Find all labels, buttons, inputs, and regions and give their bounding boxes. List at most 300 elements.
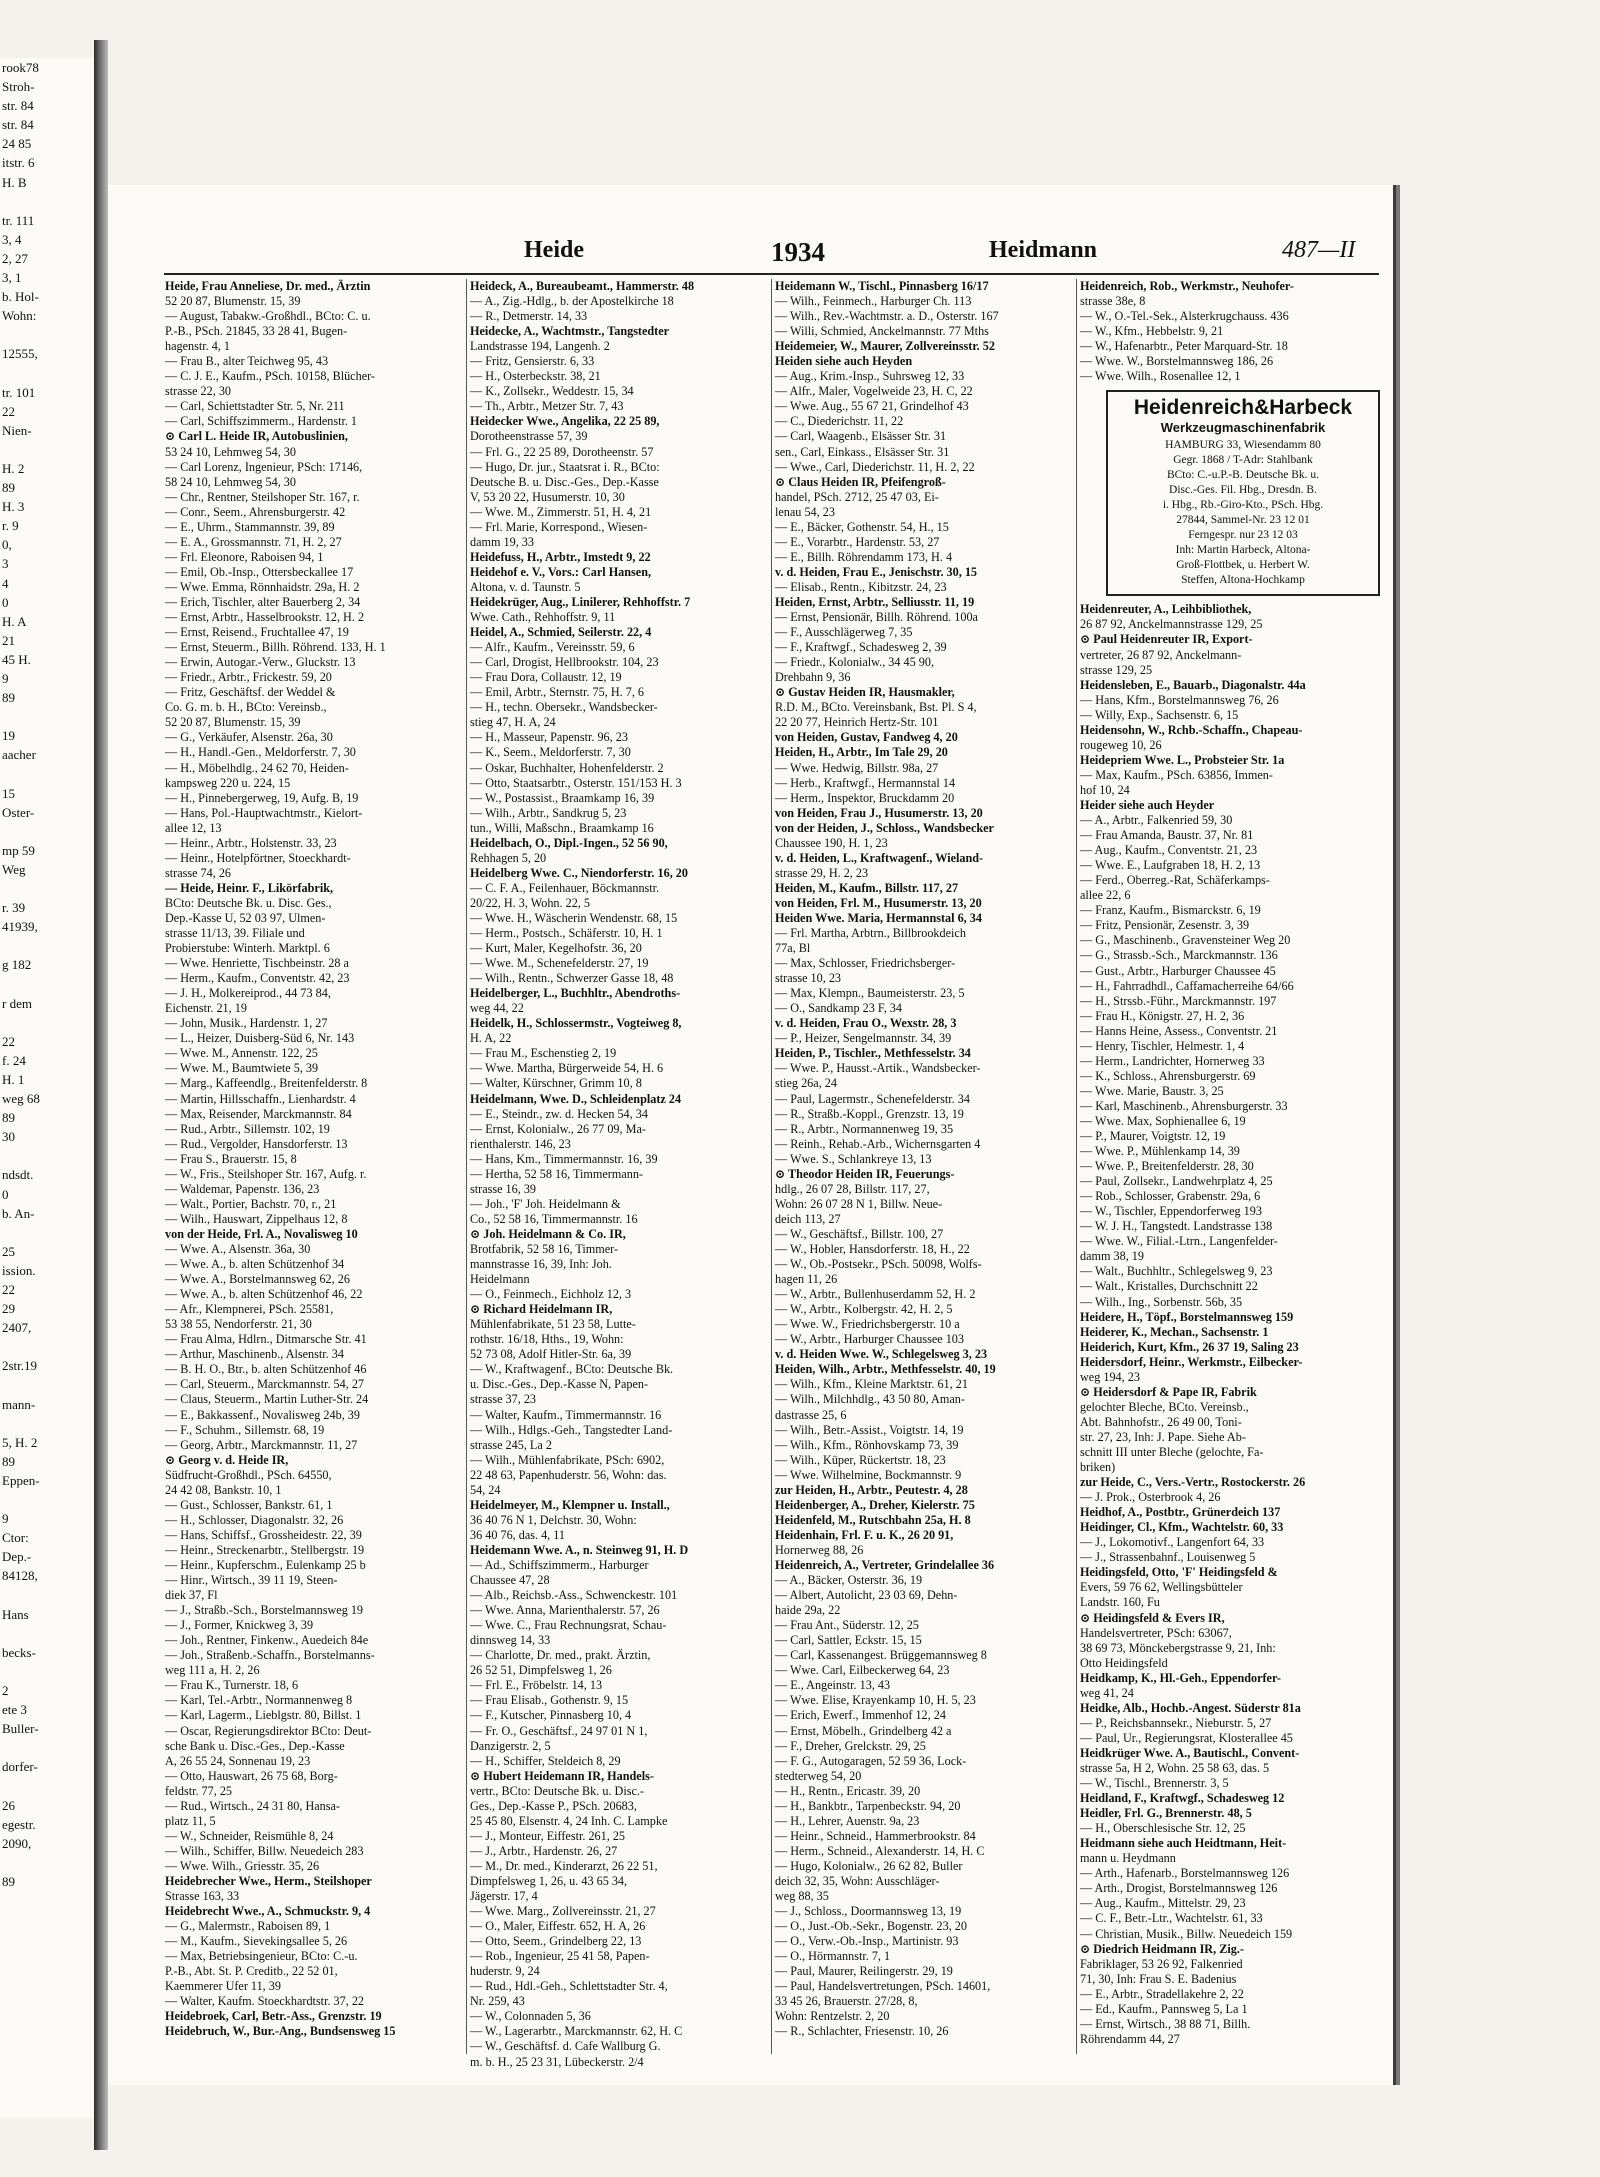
directory-entry-line: — P., Reichsbannsekr., Nieburstr. 5, 27 — [1080, 1715, 1272, 1730]
directory-entry-line: — Wilh., Ing., Sorbenstr. 56b, 35 — [1080, 1294, 1243, 1309]
directory-entry-line: stieg 26a, 24 — [775, 1076, 837, 1091]
directory-entry-line: Strasse 163, 33 — [165, 1889, 240, 1904]
left-fragment-line: becks- — [2, 1644, 36, 1660]
directory-entry-line: — Paul, Handelsvertretungen, PSch. 14601, — [775, 1979, 991, 1994]
directory-entry-line: — Wwe. P., Mühlenkamp 14, 39 — [1080, 1144, 1240, 1159]
left-fragment-line: rook78 — [2, 60, 39, 75]
directory-entry-heading: Heidefuss, H., Arbtr., Imstedt 9, 22 — [470, 549, 651, 564]
directory-entry-line: — F. G., Autogaragen, 52 59 36, Lock- — [775, 1753, 967, 1768]
left-fragment-line: H. 1 — [2, 1071, 25, 1087]
directory-entry-line: — Max, Schlosser, Friedrichsberger- — [775, 956, 956, 971]
directory-entry-line: — J., Arbtr., Hardenstr. 26, 27 — [470, 1843, 618, 1858]
directory-entry-line: Heidelmann — [470, 1272, 530, 1287]
directory-entry-line: schnitt III unter Bleche (gelochte, Fa- — [1080, 1445, 1264, 1459]
directory-entry-line: — O., Just.-Ob.-Sekr., Bogenstr. 23, 20 — [775, 1919, 967, 1934]
directory-entry-heading: Heidkrüger Wwe. A., Bautischl., Convent- — [1080, 1745, 1300, 1760]
directory-entry-line: weg 194, 23 — [1080, 1369, 1140, 1384]
directory-entry-line: — Ad., Schiffszimmerm., Harburger — [470, 1557, 649, 1572]
left-fragment-line: 21 — [2, 632, 15, 648]
directory-entry-line: 58 24 10, Lehmweg 54, 30 — [165, 474, 296, 489]
directory-entry-line: — A., Arbtr., Falkenried 59, 30 — [1080, 813, 1233, 828]
directory-entry-line: — Albert, Autolicht, 23 03 69, Dehn- — [775, 1588, 958, 1603]
directory-entry-heading: v. d. Heiden, L., Kraftwagenf., Wieland- — [775, 850, 984, 865]
directory-entry-line: — Walt., Portier, Bachstr. 70, r., 21 — [165, 1196, 337, 1211]
directory-entry-line: — W., Schneider, Reismühle 8, 24 — [165, 1828, 334, 1843]
directory-entry-line: Wohn: Rentzelstr. 2, 20 — [775, 2009, 890, 2024]
directory-entry-line: — E., Vorarbtr., Hardenstr. 53, 27 — [775, 534, 940, 549]
advertisement-line: HAMBURG 33, Wiesendamm 80 — [1165, 439, 1321, 452]
directory-entry-line: strasse 29, H. 2, 23 — [775, 865, 869, 880]
directory-entry-line: — Walter, Kaufm., Timmermannstr. 16 — [470, 1407, 662, 1422]
directory-entry-line: — Wilh., Kfm., Rönhovskamp 73, 39 — [775, 1437, 959, 1452]
left-fragment-line: 45 H. — [2, 651, 31, 667]
directory-entry-line: 54, 24 — [470, 1482, 501, 1497]
advertisement-line: Gegr. 1868 / T-Adr: Stahlbank — [1173, 454, 1313, 467]
directory-entry-line: damm 38, 19 — [1080, 1249, 1144, 1264]
advertisement-line: Steffen, Altona-Hochkamp — [1181, 574, 1305, 587]
directory-entry-line: — Wwe. A., b. alten Schützenhof 34 — [165, 1257, 345, 1272]
book-gutter — [94, 40, 108, 2150]
left-fragment-line: 4 — [2, 575, 9, 591]
directory-entry-line: — E., Uhrm., Stammannstr. 39, 89 — [165, 519, 335, 534]
directory-entry-line: 71, 30, Inh: Frau S. E. Badenius — [1080, 1971, 1237, 1986]
directory-entry-line: — W., Hafenarbtr., Peter Marquard-Str. 18 — [1080, 339, 1288, 354]
directory-entry-heading: zur Heiden, H., Arbtr., Peutestr. 4, 28 — [775, 1482, 968, 1497]
directory-entry-line: — Wwe. Wilhelmine, Bockmannstr. 9 — [775, 1467, 962, 1482]
left-fragment-line — [0, 1624, 94, 1643]
directory-entry-line: — Hugo, Kolonialw., 26 62 82, Buller — [775, 1858, 963, 1873]
directory-entry-line: — Fritz, Gensierstr. 6, 33 — [470, 354, 595, 369]
directory-entry-line: weg 44, 22 — [470, 1001, 524, 1016]
directory-entry-heading: Heidere, H., Töpf., Borstelmannsweg 159 — [1080, 1309, 1294, 1324]
directory-entry-line: — Heinr., Arbtr., Holstenstr. 33, 23 — [165, 835, 337, 850]
directory-entry-line: — Frau Dora, Collaustr. 12, 19 — [470, 670, 622, 685]
directory-entry-heading: ⊙ Richard Heidelmann IR, — [470, 1302, 613, 1317]
directory-entry-line: — Wwe. W., Filial.-Ltrn., Langenfelder- — [1080, 1234, 1278, 1249]
directory-entry-line: — Franz, Kaufm., Bismarckstr. 6, 19 — [1080, 903, 1261, 918]
directory-entry-line: — Walt., Buchhltr., Schlegelsweg 9, 23 — [1080, 1264, 1273, 1279]
directory-entry-line: Röhrendamm 44, 27 — [1080, 2031, 1180, 2046]
directory-entry-line: — Wilh., Küper, Rückertstr. 18, 23 — [775, 1452, 946, 1467]
left-fragment-line: Nien- — [2, 422, 32, 438]
directory-entry-heading: von der Heide, Frl. A., Novalisweg 10 — [165, 1226, 358, 1241]
left-fragment-line — [0, 822, 94, 841]
directory-entry-line: — Wwe. Max, Sophienallee 6, 19 — [1080, 1113, 1246, 1128]
directory-entry-line: strasse 5a, H 2, Wohn. 25 58 63, das. 5 — [1080, 1760, 1270, 1775]
left-fragment-line: H. A — [2, 613, 27, 629]
directory-entry-line: — W., Hobler, Hansdorferstr. 18, H., 22 — [775, 1242, 970, 1256]
directory-entry-line: — Afr., Klempnerei, PSch. 25581, — [165, 1302, 334, 1317]
directory-entry-heading: — Heide, Heinr. F., Likörfabrik, — [165, 880, 334, 895]
directory-entry-line: 36 40 76 N 1, Delchstr. 30, Wohn: — [470, 1512, 637, 1527]
advertisement-box — [1106, 390, 1380, 596]
directory-column-2 — [470, 279, 766, 2069]
directory-entry-line: — Ernst, Kolonialw., 26 77 09, Ma- — [470, 1121, 646, 1136]
directory-entry-line: — H., Schlosser, Diagonalstr. 32, 26 — [165, 1512, 344, 1527]
directory-entry-line: allee 12, 13 — [165, 820, 222, 835]
left-fragment-line: ete 3 — [2, 1702, 27, 1718]
left-page-text — [0, 58, 94, 1891]
directory-entry-line: — Erich, Ewerf., Immenhof 12, 24 — [775, 1708, 946, 1723]
directory-entry-line: — Ernst, Wirtsch., 38 88 71, Billh. — [1080, 2016, 1251, 2031]
directory-entry-line: — E. A., Grossmannstr. 71, H. 2, 27 — [165, 534, 342, 549]
directory-entry-line: — O., Maler, Eiffestr. 652, H. A, 26 — [470, 1919, 646, 1934]
directory-entry-line: V, 53 20 22, Husumerstr. 10, 30 — [470, 489, 625, 504]
directory-entry-heading: Heidelmann, Wwe. D., Schleidenplatz 24 — [470, 1091, 682, 1106]
left-fragment-line: 30 — [2, 1129, 15, 1145]
left-fragment-line: 89 — [2, 690, 15, 706]
left-fragment-line: b. An- — [2, 1205, 35, 1221]
directory-entry-heading: Heidler, Frl. G., Brennerstr. 48, 5 — [1080, 1806, 1252, 1821]
directory-entry-line: — Herm., Landrichter, Hornerweg 33 — [1080, 1053, 1265, 1068]
directory-entry-heading: Heidkamp, K., Hl.-Geh., Eppendorfer- — [1080, 1670, 1281, 1685]
directory-entry-heading: Heidke, Alb., Hochb.-Angest. Süderstr 81a — [1080, 1700, 1301, 1715]
directory-entry-line: — Charlotte, Dr. med., prakt. Ärztin, — [470, 1648, 651, 1663]
left-fragment-line: Stroh- — [2, 79, 35, 95]
directory-entry-line: — Wwe. W., Friedrichsbergerstr. 10 a — [775, 1317, 960, 1332]
directory-entry-line: — Rud., Vergolder, Hansdorferstr. 13 — [165, 1136, 348, 1151]
left-fragment-line: str. 84 — [2, 117, 34, 133]
directory-entry-line: — C. F. A., Feilenhauer, Böckmannstr. — [470, 880, 660, 895]
left-fragment-line — [0, 1853, 94, 1872]
directory-entry-line: — Frl. G., 22 25 89, Dorotheenstr. 57 — [470, 444, 654, 459]
directory-entry-heading: Heidensleben, E., Bauarb., Diagonalstr. 44a — [1080, 677, 1306, 692]
directory-entry-heading: Heidenfeld, M., Rutschbahn 25a, H. 8 — [775, 1512, 971, 1527]
directory-entry-line: — H., techn. Obersekr., Wandsbecker- — [470, 700, 658, 715]
left-fragment-line: f. 24 — [2, 1052, 26, 1068]
header-rule — [164, 273, 1379, 275]
directory-entry-line: — Wwe. A., b. alten Schützenhof 46, 22 — [165, 1287, 363, 1302]
directory-entry-line: — P., Heizer, Sengelmannstr. 34, 39 — [775, 1031, 952, 1046]
directory-entry-line: — Joh., Straßenb.-Schaffn., Borstelmanns- — [165, 1648, 375, 1663]
directory-entry-line: — Joh., Rentner, Finkenw., Auedeich 84e — [165, 1633, 369, 1648]
directory-entry-line: — Rud., Hdl.-Geh., Schlettstadter Str. 4, — [470, 1979, 668, 1994]
directory-entry-line: — R., Straßb.-Koppl., Grenzstr. 13, 19 — [775, 1106, 964, 1121]
directory-entry-line: — Erich, Tischler, alter Bauerberg 2, 34 — [165, 594, 361, 609]
directory-entry-line: — Hanns Heine, Assess., Conventstr. 21 — [1080, 1023, 1278, 1038]
directory-entry-line: — W., Kfm., Hebbelstr. 9, 21 — [1080, 324, 1224, 339]
directory-entry-heading: Heiden, H., Arbtr., Im Tale 29, 20 — [775, 745, 948, 760]
directory-entry-heading: von Heiden, Frl. M., Husumerstr. 13, 20 — [775, 895, 982, 910]
directory-entry-line: — Wwe. H., Wäscherin Wendenstr. 68, 15 — [470, 910, 678, 925]
directory-entry-line: — Conr., Seem., Ahrensburgerstr. 42 — [165, 504, 346, 519]
advertisement-line: 27844, Sammel-Nr. 23 12 01 — [1176, 514, 1310, 527]
directory-entry-line: — W., Kraftwagenf., BCto: Deutsche Bk. — [470, 1362, 674, 1377]
left-fragment-line: ndsdt. — [2, 1167, 34, 1183]
directory-entry-heading: Heidelberg Wwe. C., Niendorferstr. 16, 20 — [470, 865, 688, 880]
directory-entry-line: — Wwe. Carl, Eilbeckerweg 64, 23 — [775, 1663, 950, 1678]
directory-entry-heading: Heiden Wwe. Maria, Hermannstal 6, 34 — [775, 910, 982, 925]
directory-entry-heading: ⊙ Carl L. Heide IR, Autobuslinien, — [165, 429, 348, 444]
directory-entry-line: 20/22, H. 3, Wohn. 22, 5 — [470, 895, 590, 910]
directory-entry-line: — W., Colonnaden 5, 36 — [470, 2009, 591, 2024]
directory-entry-line: strasse 245, La 2 — [470, 1437, 552, 1452]
directory-entry-heading: Heidelberger, L., Buchhltr., Abendroths- — [470, 986, 681, 1001]
directory-entry-line: — W. J. H., Tangstedt. Landstrasse 138 — [1080, 1219, 1273, 1234]
directory-entry-line: — Ernst, Steuerm., Billh. Röhrend. 133, H. 1 — [165, 640, 386, 655]
directory-entry-line: — Frau Elisab., Gothenstr. 9, 15 — [470, 1693, 629, 1708]
directory-entry-line: strasse 11/13, 39. Filiale und — [165, 926, 305, 941]
directory-entry-line: — Wilh., Rentn., Schwerzer Gasse 18, 48 — [470, 971, 674, 986]
directory-entry-line: — O., Sandkamp 23 F, 34 — [775, 1001, 902, 1016]
directory-entry-heading: ⊙ Heidingsfeld & Evers IR, — [1080, 1610, 1225, 1625]
directory-entry-heading: Heidersdorf, Heinr., Werkmstr., Eilbecker- — [1080, 1354, 1303, 1369]
directory-entry-line: u. Disc.-Ges., Dep.-Kasse N, Papen- — [470, 1377, 649, 1392]
directory-entry-heading: Heidecker Wwe., Angelika, 22 25 89, — [470, 414, 660, 429]
left-fragment-line: Oster- — [2, 804, 35, 820]
directory-entry-line: — J. Prok., Osterbrook 4, 26 — [1080, 1490, 1221, 1505]
directory-entry-line: 36 40 76, das. 4, 11 — [470, 1527, 566, 1542]
directory-entry-line: — W., Arbtr., Harburger Chaussee 103 — [775, 1332, 964, 1347]
directory-entry-heading: Heidenreuter, A., Leihbibliothek, — [1080, 602, 1252, 617]
directory-entry-line: Dorotheenstrasse 57, 39 — [470, 429, 588, 444]
directory-entry-line: — Th., Arbtr., Metzer Str. 7, 43 — [470, 399, 624, 414]
left-fragment-line: Eppen- — [2, 1472, 40, 1488]
left-fragment-line: r. 39 — [2, 900, 26, 916]
directory-entry-line: — Wwe. P., Hausst.-Artik., Wandsbecker- — [775, 1061, 981, 1076]
directory-entry-line: — Hans, Schiffsf., Grossheidestr. 22, 39 — [165, 1527, 362, 1542]
directory-entry-line: — Erwin, Autogar.-Verw., Gluckstr. 13 — [165, 655, 356, 670]
directory-entry-line: Nr. 259, 43 — [470, 1994, 525, 2009]
left-fragment-line: r dem — [2, 995, 32, 1011]
left-fragment-line: 0 — [2, 594, 9, 610]
directory-entry-line: Probierstube: Winterh. Marktpl. 6 — [165, 941, 330, 956]
directory-entry-heading: Heidebrecht Wwe., A., Schmuckstr. 9, 4 — [165, 1904, 371, 1919]
directory-entry-line: — Arth., Hafenarb., Borstelmannsweg 126 — [1080, 1866, 1290, 1881]
directory-entry-line: weg 41, 24 — [1080, 1685, 1134, 1700]
directory-entry-line: — Wwe. E., Laufgraben 18, H. 2, 13 — [1080, 858, 1261, 873]
directory-entry-heading: Heidenberger, A., Dreher, Kielerstr. 75 — [775, 1497, 975, 1512]
directory-entry-line: 53 24 10, Lehmweg 54, 30 — [165, 444, 296, 459]
directory-entry-line: — C., Diederichstr. 11, 22 — [775, 414, 904, 429]
directory-entry-line: Drehbahn 9, 36 — [775, 670, 851, 685]
directory-entry-line: Fabriklager, 53 26 92, Falkenried — [1080, 1956, 1243, 1971]
directory-entry-line: — W., Tischler, Eppendorferweg 193 — [1080, 1204, 1262, 1219]
left-fragment-line: Ctor: — [2, 1530, 29, 1546]
directory-entry-line: Otto Heidingsfeld — [1080, 1655, 1168, 1670]
advertisement-line: i. Hbg., Rb.-Giro-Kto., PSch. Hbg. — [1162, 499, 1324, 512]
directory-entry-line: Wwe. Cath., Rehhoffstr. 9, 11 — [470, 610, 616, 625]
advertisement-line: Inh: Martin Harbeck, Altona- — [1175, 544, 1311, 557]
directory-entry-line: — Gust., Schlosser, Bankstr. 61, 1 — [165, 1497, 333, 1512]
directory-entry-line: — L., Heizer, Duisberg-Süd 6, Nr. 143 — [165, 1031, 355, 1046]
running-head-year: 1934 — [771, 237, 825, 267]
directory-entry-line: — Friedr., Arbtr., Frickestr. 59, 20 — [165, 670, 332, 685]
directory-entry-line: strasse 10, 23 — [775, 971, 842, 986]
directory-entry-line: — Wwe. A., Alsenstr. 36a, 30 — [165, 1242, 311, 1256]
directory-entry-line: — Herm., Kaufm., Conventstr. 42, 23 — [165, 971, 350, 986]
left-fragment-line: 9 — [2, 1511, 9, 1527]
directory-entry-line: — R., Schlachter, Friesenstr. 10, 26 — [775, 2024, 949, 2039]
directory-entry-line: — B. H. O., Btr., b. alten Schützenhof 46 — [165, 1362, 367, 1377]
running-head — [164, 237, 1384, 277]
directory-entry-line: platz 11, 5 — [165, 1813, 216, 1828]
directory-entry-heading: Heidebroek, Carl, Betr.-Ass., Grenzstr. 19 — [165, 2009, 382, 2024]
left-fragment-line: Dep.- — [2, 1549, 32, 1565]
left-fragment-line — [0, 707, 94, 726]
left-fragment-line: 15 — [2, 785, 15, 801]
directory-entry-line: Abt. Bahnhofstr., 26 49 00, Toni- — [1080, 1414, 1242, 1429]
directory-entry-line: deich 32, 35, Wohn: Ausschläger- — [775, 1873, 940, 1888]
directory-entry-line: 77a, Bl — [775, 941, 811, 956]
left-fragment-line: g 182 — [2, 957, 32, 973]
left-fragment-line: 19 — [2, 728, 15, 744]
directory-entry-line: — K., Zollsekr., Weddestr. 15, 34 — [470, 384, 634, 399]
directory-entry-line: — Paul, Lagermstr., Schenefelderstr. 34 — [775, 1091, 970, 1106]
directory-entry-line: — A., Bäcker, Osterstr. 36, 19 — [775, 1573, 923, 1588]
directory-entry-line: — W., Geschäftsf. d. Cafe Wallburg G. — [470, 2039, 661, 2054]
directory-entry-heading: v. d. Heiden, Frau O., Wexstr. 28, 3 — [775, 1016, 957, 1031]
directory-entry-line: — J., Strassenbahnf., Louisenweg 5 — [1080, 1550, 1256, 1565]
directory-entry-line: lenau 54, 23 — [775, 504, 835, 519]
left-fragment-line — [0, 1586, 94, 1605]
left-fragment-line: 26 — [2, 1797, 15, 1813]
directory-entry-line: Dep.-Kasse U, 52 03 97, Ulmen- — [165, 910, 326, 925]
directory-entry-line: Altona, v. d. Taunstr. 5 — [470, 579, 581, 594]
directory-entry-line: — Wwe. Emma, Rönnhaidstr. 29a, H. 2 — [165, 579, 360, 594]
directory-entry-line: 22 48 63, Papenhuderstr. 56, Wohn: das. — [470, 1467, 667, 1482]
left-fragment-line: aacher — [2, 747, 36, 763]
directory-entry-line: — G., Maschinenb., Gravensteiner Weg 20 — [1080, 933, 1291, 948]
directory-entry-line: — Alb., Reichsb.-Ass., Schwenckestr. 101 — [470, 1588, 678, 1603]
directory-entry-line: — Hans, Km., Timmermannstr. 16, 39 — [470, 1151, 658, 1166]
directory-entry-line: — Aug., Kaufm., Mittelstr. 29, 23 — [1080, 1896, 1246, 1911]
directory-entry-line: huderstr. 9, 24 — [470, 1964, 540, 1979]
directory-entry-heading: Heidensohn, W., Rchb.-Schaffn., Chapeau- — [1080, 722, 1303, 737]
directory-entry-heading: Heiden, Wilh., Arbtr., Methfesselstr. 40, 19 — [775, 1362, 996, 1377]
directory-entry-line: — Henry, Tischler, Helmestr. 1, 4 — [1080, 1038, 1245, 1053]
directory-entry-line: H. A, 22 — [470, 1031, 512, 1046]
directory-entry-line: sche Bank u. Disc.-Ges., Dep.-Kasse — [165, 1738, 345, 1753]
directory-entry-line: — Hans, Kfm., Borstelmannsweg 76, 26 — [1080, 692, 1279, 707]
directory-entry-line: — Fr. O., Geschäftsf., 24 97 01 N 1, — [470, 1723, 648, 1738]
left-fragment-line — [0, 325, 94, 344]
directory-entry-line: hdlg., 26 07 28, Billstr. 117, 27, — [775, 1181, 930, 1196]
directory-entry-line: — Wwe. Henriette, Tischbeinstr. 28 a — [165, 956, 349, 971]
directory-entry-line: — Wwe. Martha, Bürgerweide 54, H. 6 — [470, 1061, 664, 1076]
left-fragment-line: dorfer- — [2, 1759, 38, 1775]
directory-entry-line: — J., Former, Knickweg 3, 39 — [165, 1618, 314, 1633]
directory-entry-line: — Heinr., Schneid., Hammerbrookstr. 84 — [775, 1828, 976, 1843]
left-fragment-line — [0, 1776, 94, 1795]
directory-entry-line: 53 38 55, Nendorferstr. 21, 30 — [165, 1317, 312, 1332]
directory-entry-line: briken) — [1080, 1460, 1116, 1475]
directory-entry-line: — Wwe. Hedwig, Billstr. 98a, 27 — [775, 760, 939, 775]
left-fragment-line — [0, 879, 94, 898]
directory-entry-line: handel, PSch. 2712, 25 47 03, Ei- — [775, 489, 939, 504]
directory-entry-heading: Heiderer, K., Mechan., Sachsenstr. 1 — [1080, 1324, 1269, 1339]
left-fragment-line — [0, 1337, 94, 1356]
directory-entry-line: 26 52 51, Dimpfelsweg 1, 26 — [470, 1663, 612, 1678]
directory-entry-line: — W., Geschäftsf., Billstr. 100, 27 — [775, 1226, 944, 1241]
directory-entry-line: strasse 129, 25 — [1080, 662, 1153, 677]
left-fragment-line — [0, 440, 94, 459]
directory-entry-line: — Wilh., Hauswart, Zippelhaus 12, 8 — [165, 1211, 348, 1226]
directory-entry-line: — Wilh., Mühlenfabrikate, PSch: 6902, — [470, 1452, 665, 1467]
directory-entry-heading: zur Heide, C., Vers.-Vertr., Rostockerstr. 26 — [1080, 1475, 1306, 1490]
directory-entry-line: — Hans, Pol.-Hauptwachtmstr., Kielort- — [165, 805, 363, 820]
directory-entry-line: — Rud., Arbtr., Sillemstr. 102, 19 — [165, 1121, 330, 1136]
directory-entry-line: — Wwe. M., Zimmerstr. 51, H. 4, 21 — [470, 504, 652, 519]
directory-entry-line: — Claus, Steuerm., Martin Luther-Str. 24 — [165, 1392, 369, 1407]
directory-entry-line: — E., Steindr., zw. d. Hecken 54, 34 — [470, 1106, 648, 1121]
directory-entry-line: Landstr. 160, Fu — [1080, 1595, 1160, 1610]
directory-entry-line: strasse 38e, 8 — [1080, 294, 1146, 309]
directory-entry-line: — K., Seem., Meldorferstr. 7, 30 — [470, 745, 631, 760]
directory-entry-heading: ⊙ Heidersdorf & Pape IR, Fabrik — [1080, 1384, 1257, 1399]
left-fragment-line: 29 — [2, 1301, 15, 1317]
directory-entry-line: Co. G. m. b. H., BCto: Vereinsb., — [165, 700, 327, 715]
directory-entry-line: — W., Tischl., Brennerstr. 3, 5 — [1080, 1776, 1229, 1791]
directory-entry-line: — Paul, Zollsekr., Landwehrplatz 4, 25 — [1080, 1174, 1273, 1189]
directory-entry-line: — Aug., Kaufm., Conventstr. 21, 23 — [1080, 843, 1258, 858]
left-fragment-line: tr. 101 — [2, 384, 36, 400]
directory-entry-line: — G., Malermstr., Raboisen 89, 1 — [165, 1919, 331, 1934]
directory-entry-line: — Emil, Arbtr., Sternstr. 75, H. 7, 6 — [470, 685, 645, 700]
directory-entry-line: — O., Feinmech., Eichholz 12, 3 — [470, 1287, 632, 1302]
directory-entry-line: — Wwe. M., Annenstr. 122, 25 — [165, 1046, 318, 1061]
directory-entry-line: diek 37, Fl — [165, 1588, 218, 1603]
directory-entry-line: — Frl. Marie, Korrespond., Wiesen- — [470, 519, 648, 534]
directory-entry-line: — Wwe. P., Breitenfelderstr. 28, 30 — [1080, 1159, 1254, 1174]
directory-entry-line: — Frau Amanda, Baustr. 37, Nr. 81 — [1080, 828, 1254, 843]
directory-entry-line: Danzigerstr. 2, 5 — [470, 1738, 551, 1753]
directory-entry-heading: v. d. Heiden Wwe. W., Schlegelsweg 3, 23 — [775, 1347, 988, 1362]
directory-entry-line: — E., Angeinstr. 13, 43 — [775, 1678, 891, 1693]
directory-entry-line: 22 20 77, Heinrich Hertz-Str. 101 — [775, 715, 939, 730]
directory-entry-line: — E., Bäcker, Gothenstr. 54, H., 15 — [775, 519, 949, 534]
left-fragment-line: 2090, — [2, 1835, 32, 1851]
directory-entry-line: — Alfr., Maler, Vogelweide 23, H. C, 22 — [775, 384, 973, 399]
directory-entry-line: — J., Lokomotivf., Langenfort 64, 33 — [1080, 1535, 1265, 1550]
directory-entry-line: — Carl, Waagenb., Elsässer Str. 31 — [775, 429, 947, 444]
directory-entry-line: — Kurt, Maler, Kegelhofstr. 36, 20 — [470, 941, 642, 956]
directory-entry-line: strasse 16, 39 — [470, 1181, 537, 1196]
directory-entry-heading: Heidinger, Cl., Kfm., Wachtelstr. 60, 33 — [1080, 1520, 1284, 1535]
directory-entry-line: hagen 11, 26 — [775, 1272, 838, 1287]
directory-entry-line: Rehhagen 5, 20 — [470, 850, 547, 865]
directory-entry-line: strasse 74, 26 — [165, 865, 232, 880]
left-fragment-line: mann- — [2, 1396, 36, 1412]
directory-entry-line: mann u. Heydmann — [1080, 1851, 1176, 1866]
directory-entry-line: — Walter, Kürschner, Grimm 10, 8 — [470, 1076, 642, 1091]
directory-entry-line: — Paul, Ur., Regierungsrat, Klosterallee 45 — [1080, 1730, 1293, 1745]
left-fragment-line: 89 — [2, 1453, 15, 1469]
directory-entry-line: — Marg., Kaffeendlg., Breitenfelderstr. 8 — [165, 1076, 368, 1091]
directory-entry-line: — Ernst, Möbelh., Grindelberg 42 a — [775, 1723, 952, 1738]
directory-entry-line: — R., Detmerstr. 14, 33 — [470, 309, 588, 324]
directory-entry-line: — A., Zig.-Hdlg., b. der Apostelkirche 18 — [470, 294, 674, 309]
directory-entry-line: m. b. H., 25 23 31, Lübeckerstr. 2/4 — [470, 2054, 644, 2069]
directory-entry-line: str. 27, 23, Inh: J. Pape. Siehe Ab- — [1080, 1429, 1246, 1444]
directory-entry-line: — Ernst, Reisend., Fruchtallee 47, 19 — [165, 625, 349, 640]
left-fragment-line: H. B — [2, 174, 27, 190]
directory-entry-line: — Wwe. Elise, Krayenkamp 10, H. 5, 23 — [775, 1693, 976, 1708]
left-fragment-line: 84128, — [2, 1568, 38, 1584]
directory-entry-heading: Heiden, Ernst, Arbtr., Selliusstr. 11, 19 — [775, 594, 975, 609]
left-fragment-line — [0, 1013, 94, 1032]
directory-entry-line: — F., Kraftwgf., Schadesweg 2, 39 — [775, 640, 947, 655]
directory-entry-line: — C. F., Betr.-Ltr., Wachtelstr. 61, 33 — [1080, 1911, 1263, 1926]
left-fragment-line — [0, 1738, 94, 1757]
directory-entry-heading: Heidemeier, W., Maurer, Zollvereinsstr. 52 — [775, 339, 995, 354]
left-fragment-line — [0, 1223, 94, 1242]
directory-entry-heading: Heidebrecher Wwe., Herm., Steilshoper — [165, 1873, 372, 1888]
directory-entry-line: — Herm., Postsch., Schäferstr. 10, H. 1 — [470, 926, 663, 941]
directory-entry-line: — Frl. E., Fröbelstr. 14, 13 — [470, 1678, 603, 1693]
left-fragment-line: Weg — [2, 861, 26, 877]
directory-entry-line: — Rud., Wirtsch., 24 31 80, Hansa- — [165, 1798, 340, 1813]
